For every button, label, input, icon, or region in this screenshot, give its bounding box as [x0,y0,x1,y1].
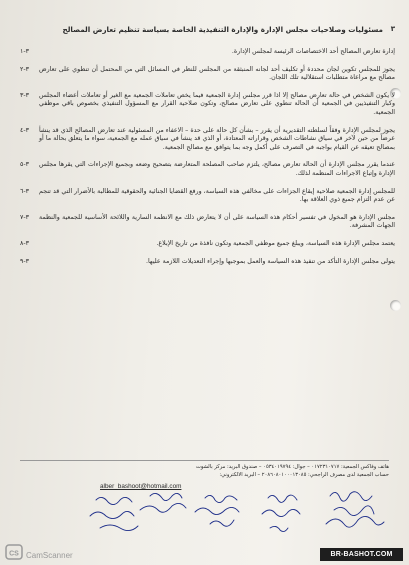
clause-text: يجوز للمجلس تكوين لجان محددة أو تكليف أحد لجانه المنبثقة من المجلس للنظر في المسائل التي من المحتمل أن تنطوي على تعارض مصالح مع مراعاة متطلبات استقلالية تلك اللجان. [39,65,395,82]
clause-text: يتولى مجلس الإدارة التأكد من تنفيذ هذه السياسة والعمل بموجبها وإجراء التعديلات اللازمة عليها. [146,257,395,265]
policy-content [20,25,395,266]
footer-contact-line: هاتف وفاكس الجمعية: ٠١٧٢٣١٠٧١٧ – جوال: ٠٥٣٤٠١٩٧٩٤ – صندوق البريد: مركز بالشوت [195,464,389,470]
footer-contact [20,463,389,479]
clause-number: ٣-٧ [20,213,30,221]
svg-text:CS: CS [9,550,19,558]
clause-item [20,214,395,231]
signature-stroke [326,516,384,527]
signature-stroke [330,492,372,501]
camscanner-logo [4,543,26,561]
clause-number: ٣-٥ [20,161,30,169]
signature-stroke [210,520,234,526]
site-badge: BR-BASHOT.COM [320,548,403,561]
clause-item [20,66,395,83]
signature-stroke [195,507,239,514]
clause-text: مجلس الإدارة هو المخول في تفسير أحكام هذه السياسة على أن لا يتعارض ذلك مع الانظمة السارية واللائحة الأساسية للجمعية والنظمة الجهات المشرفة. [39,213,395,230]
signature-stroke [90,511,134,518]
clause-item [20,127,395,153]
section-title: مسئوليات وصلاحيات مجلس الإدارة والإدارة التنفيذية الخاصة بسياسة تنظيم تعارض المصالح [62,25,383,34]
clause-item [20,48,395,57]
footer-bank-line: حساب الجمعية لدى مصرف الراجحي: ٢٠٨٦٠٨٠١٠٠٠١٣٠٨٥ – البريد الالكتروني: [219,472,389,478]
camscanner-watermark: CamScanner [26,551,73,560]
clause-number: ٣-٢ [20,65,30,73]
clause-item [20,240,395,249]
clause-number: ٣-٤ [20,126,30,134]
clause-text: لا يكون الشخص في حالة تعارض مصالح إلا اذا قرر مجلس إدارة الجمعية فيما يخص تعاملات الجمعية مع الغير أو تعاملات أعضاء المجلس وكبار التنفيذيين في الجمعية أن الحالة تنطوي على تعارض مصالح، وتكون صلاحية القرار مع المسؤول التنفيذي بخصوص باقي موظفي الجمعية. [39,91,395,116]
clause-text: يجوز لمجلس الإدارة وفقاً لسلطته التقديرية أن يقرر – بشأن كل حالة على حدة – الاعفاء من المسئولية عند تعارض المصالح الذي قد ينشأ عرضاً من حين لآخر في سياق نشاطات الشخص وقراراته المعتادة، أو الذي قد ينشأ في سياق عمله مع الجمعية، سواء ما يتعلق بحالة ما أو بمصالح تعيقه عن القيام بواجبه في التصرف على أكمل وجه بما يتوافق مع مصالح الجمعية. [39,126,395,151]
signature-stroke [270,526,288,531]
clause-text: إدارة تعارض المصالح أحد الاختصاصات الرئيسة لمجلس الإدارة. [231,48,395,55]
clause-number: ٣-٩ [20,257,30,265]
clause-item [20,188,395,205]
signature-stroke [150,493,182,500]
punch-hole [390,300,401,311]
clause-number: ٣-٨ [20,239,30,247]
clause-number: ٣-٦ [20,187,30,195]
signature-stroke [262,509,300,516]
section-heading [20,25,395,35]
clause-text: للمجلس إدارة الجمعية صلاحية إيقاع الجزاءات على مخالفي هذه السياسة، ورفع القضايا الجنائية والحقوقية للمطالبة بالأضرار التي قد تنجم عن عدم التزام جميع ذوي العلاقة بها. [39,187,395,204]
signature-stroke [96,497,132,504]
clause-number: ٣-٣ [20,91,30,99]
footer-email-link[interactable]: alber_bashoot@hotmail.com [100,483,182,490]
signature-stroke [268,495,297,502]
clause-item [20,258,395,267]
footer-divider [20,460,389,461]
clause-item [20,161,395,178]
signature-stroke [100,525,138,531]
signature-stroke [205,495,237,502]
clause-number: ٣-١ [20,48,30,55]
clause-item [20,92,395,118]
clause-text: عندما يقرر مجلس الإدارة أن الحالة تعارض مصالح، يلتزم صاحب المصلحة المتعارضة بتصحيح وضعه وبجميع الإجراءات التي يقرها مجلس الإدارة وإتباع الاجراءات المنظمة لذلك. [39,161,395,177]
section-number: ٣ [390,25,395,33]
clause-text: يعتمد مجلس الإدارة هذه السياسة، ويبلغ جميع موظفي الجمعية وتكون نافذة من تاريخ الإبلاغ. [156,239,395,247]
signature-stroke [140,503,186,512]
signature-stroke [334,506,374,516]
